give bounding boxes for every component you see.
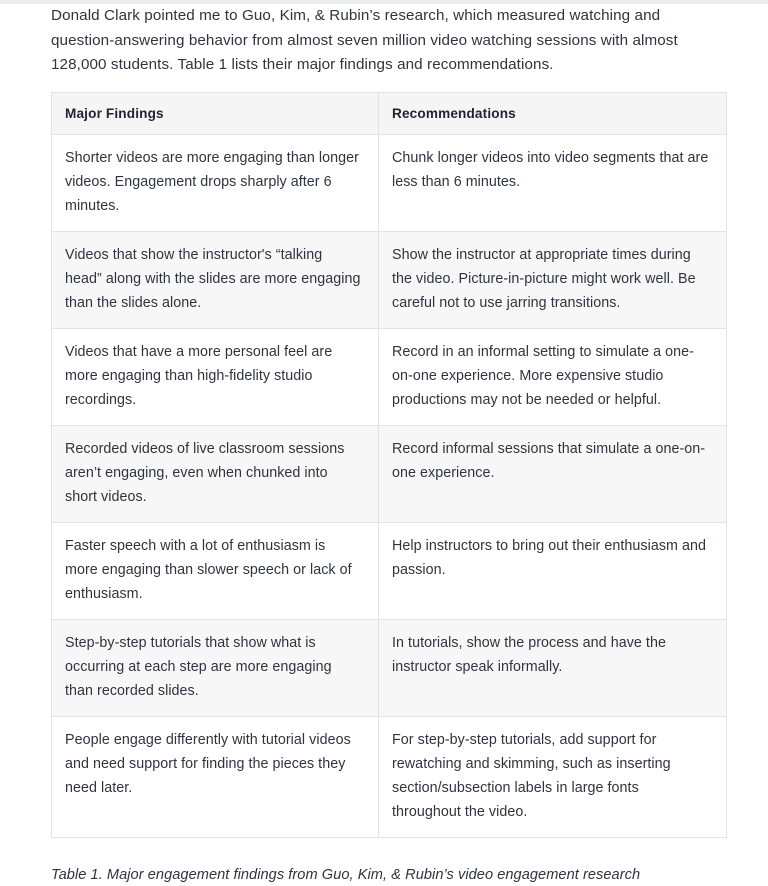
cell-recommendation: Record informal sessions that simulate a one-on-one experience.: [379, 425, 727, 522]
cell-finding: Step-by-step tutorials that show what is occurring at each step are more engaging than recorded slides.: [52, 619, 379, 716]
cell-recommendation: Chunk longer videos into video segments that are less than 6 minutes.: [379, 134, 727, 231]
column-header-recommendations: Recommendations: [379, 92, 727, 134]
table-caption: Table 1. Major engagement findings from Guo, Kim, & Rubin’s video engagement research: [51, 866, 641, 883]
table-container: [0, 92, 768, 838]
cell-finding: People engage differently with tutorial videos and need support for finding the pieces they need later.: [52, 716, 379, 837]
cell-finding: Faster speech with a lot of enthusiasm is more engaging than slower speech or lack of enthusiasm.: [52, 522, 379, 619]
findings-table: [51, 92, 727, 838]
cell-recommendation: Record in an informal setting to simulate a one-on-one experience. More expensive studio productions may not be needed or helpful.: [379, 328, 727, 425]
table-row: [52, 522, 727, 619]
table-row: [52, 328, 727, 425]
intro-paragraph: Donald Clark pointed me to Guo, Kim, & Rubin’s research, which measured watching and question-answering behavior from almost seven million video watching sessions with almost 128,000 students. Table 1 lists their major findings and recommendations.: [51, 7, 678, 73]
table-header: [52, 92, 727, 134]
cell-recommendation: Show the instructor at appropriate times during the video. Picture-in-picture might work well. Be careful not to use jarring transitions.: [379, 231, 727, 328]
cell-finding: Videos that show the instructor's “talking head” along with the slides are more engaging than the slides alone.: [52, 231, 379, 328]
column-header-major-findings: Major Findings: [52, 92, 379, 134]
table-row: [52, 134, 727, 231]
table-row: [52, 425, 727, 522]
cell-recommendation: For step-by-step tutorials, add support for rewatching and skimming, such as inserting section/subsection labels in large fonts throughout the video.: [379, 716, 727, 837]
table-header-row: [52, 92, 727, 134]
cell-finding: Videos that have a more personal feel are more engaging than high-fidelity studio recordings.: [52, 328, 379, 425]
cell-recommendation: In tutorials, show the process and have the instructor speak informally.: [379, 619, 727, 716]
cell-finding: Shorter videos are more engaging than longer videos. Engagement drops sharply after 6 minutes.: [52, 134, 379, 231]
cell-recommendation: Help instructors to bring out their enthusiasm and passion.: [379, 522, 727, 619]
table-row: [52, 231, 727, 328]
table-body: [52, 134, 727, 837]
table-row: [52, 716, 727, 837]
cell-finding: Recorded videos of live classroom sessions aren’t engaging, even when chunked into short videos.: [52, 425, 379, 522]
table-row: [52, 619, 727, 716]
